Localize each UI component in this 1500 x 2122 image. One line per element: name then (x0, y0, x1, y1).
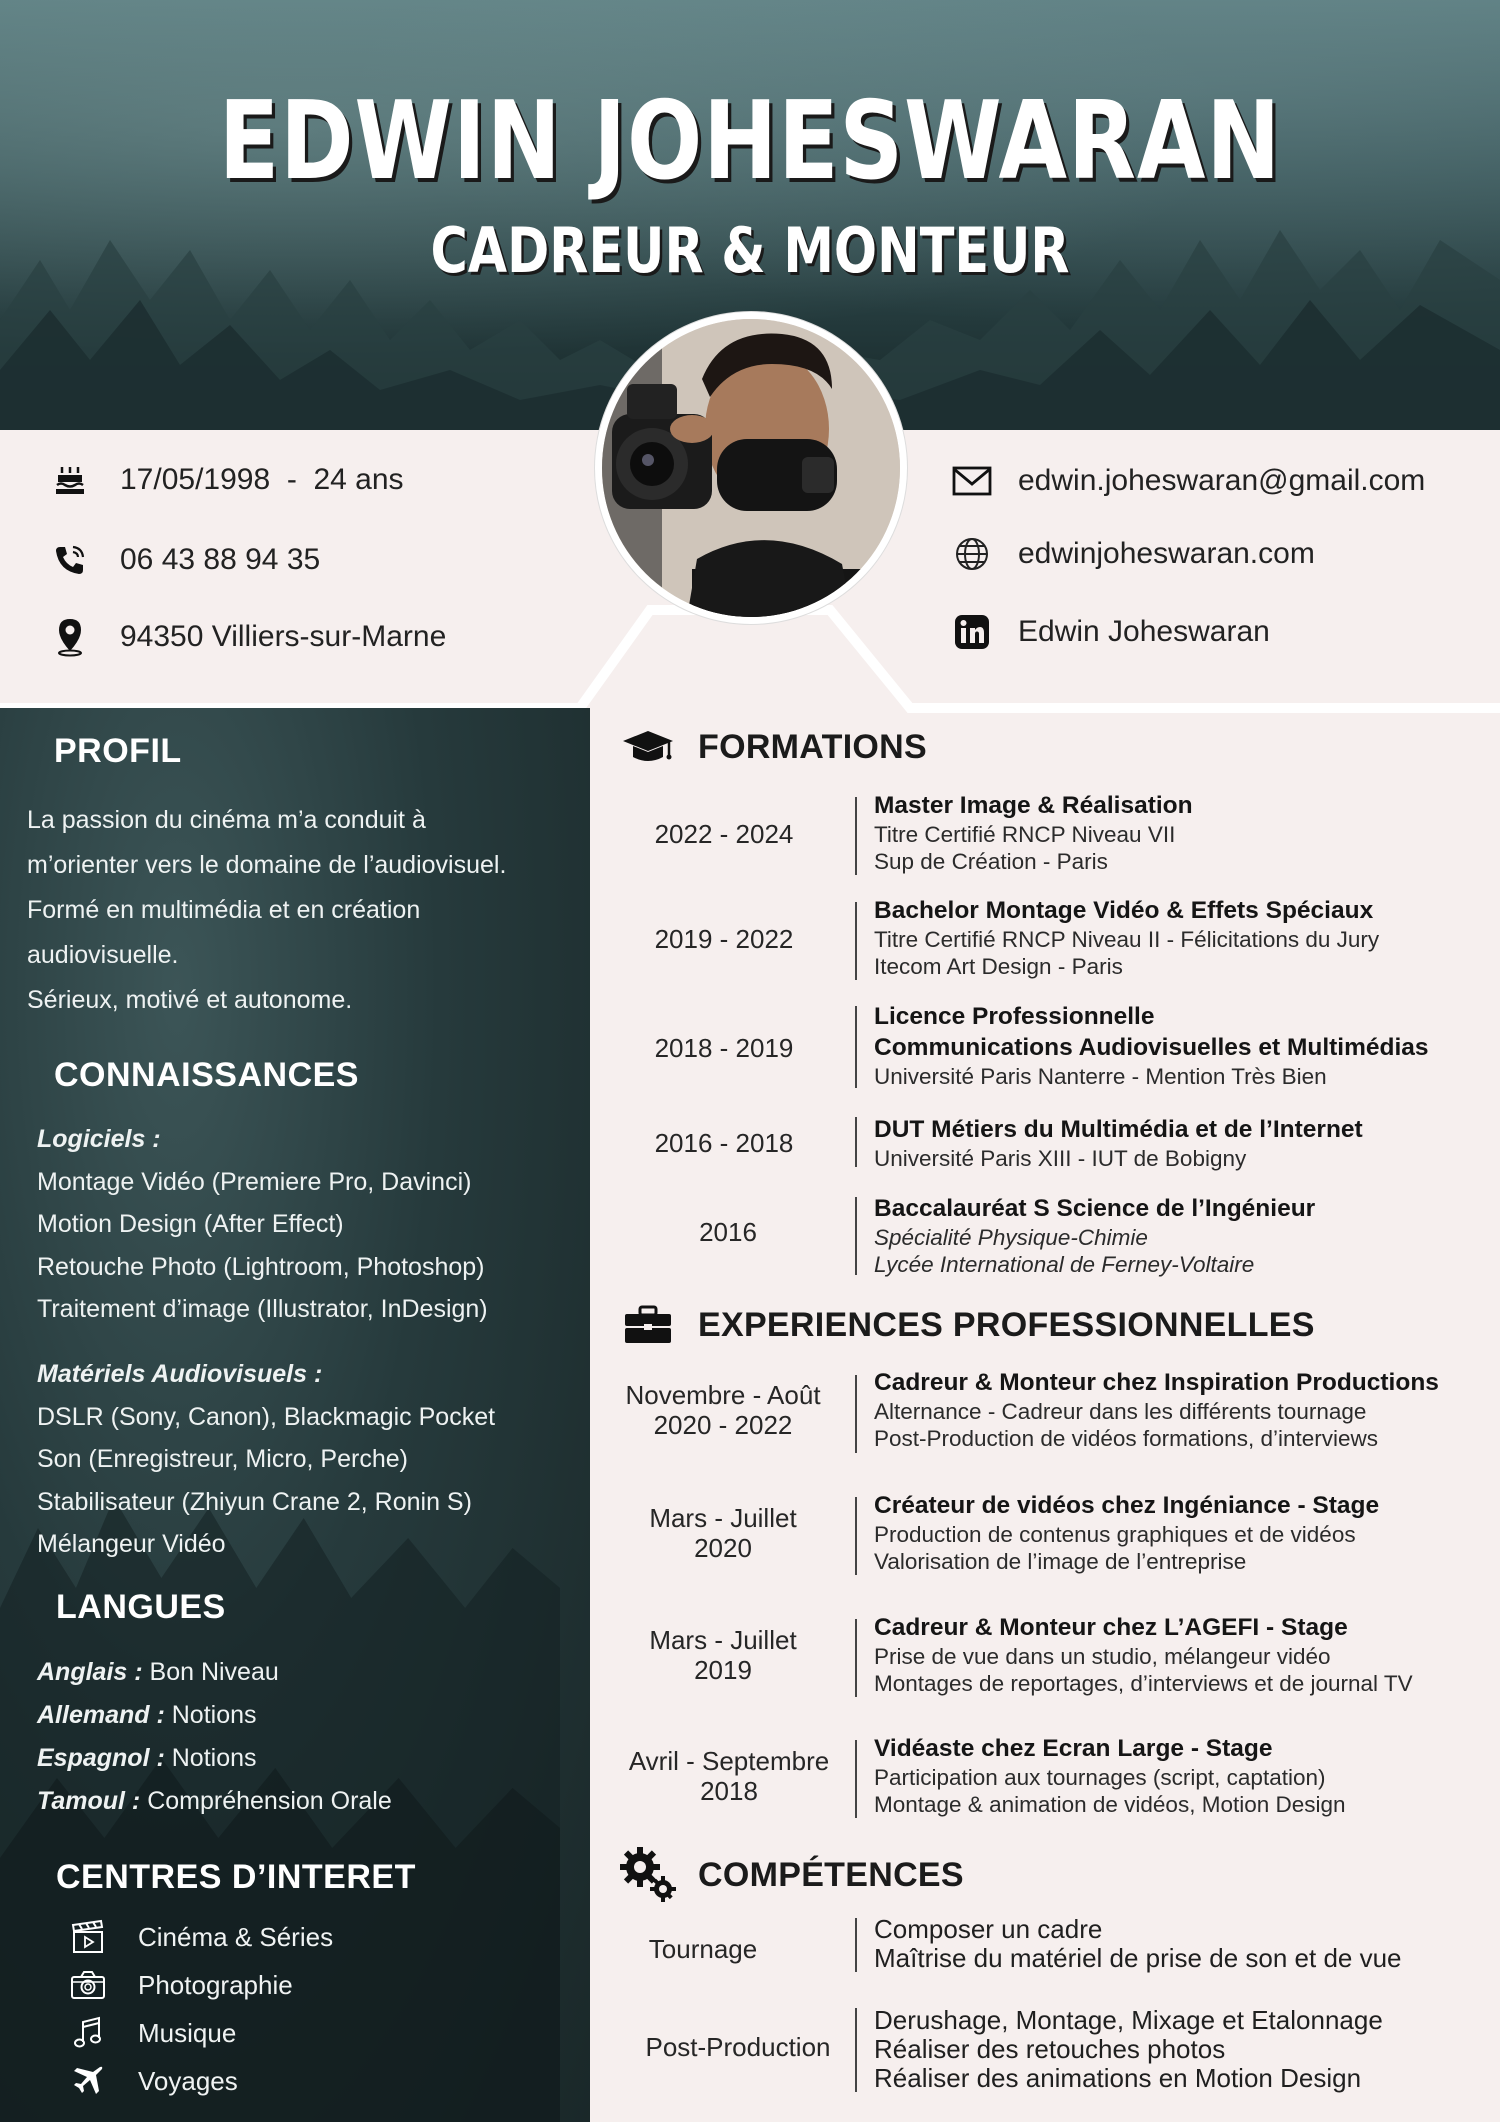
materiel-item: Son (Enregistreur, Micro, Perche) (37, 1445, 408, 1473)
experience-divider (855, 1619, 857, 1697)
logiciels-label: Logiciels : (37, 1125, 161, 1153)
phone-icon (50, 540, 90, 580)
formation-entry: Licence Professionnelle Communications Audiovisuelles et Multimédias Université Paris Nanterre - Mention Très Bien (874, 1003, 1429, 1089)
logiciel-item: Traitement d’image (Illustrator, InDesign) (37, 1295, 488, 1323)
competences-heading (618, 1845, 964, 1905)
competence-divider (855, 2008, 857, 2092)
materiel-item: Stabilisateur (Zhiyun Crane 2, Ronin S) (37, 1487, 472, 1516)
phone-item[interactable] (50, 540, 320, 580)
interet-label: Musique (138, 2017, 237, 2048)
profil-line: Formé en multimédia et en création (27, 896, 421, 924)
formations-title: FORMATIONS (698, 727, 928, 766)
envelope-icon (952, 461, 992, 501)
address-text: 94350 Villiers-sur-Marne (120, 620, 447, 653)
experience-date: Novembre - Août 2020 - 2022 (625, 1380, 821, 1440)
candidate-name: EDWIN JOHESWARAN (218, 79, 1282, 204)
formations-heading (620, 724, 927, 770)
website-text: edwinjoheswaran.com (1018, 537, 1315, 570)
experience-date: Mars - Juillet 2020 (649, 1503, 797, 1563)
formation-entry: Master Image & Réalisation Titre Certifié RNCP Niveau VII Sup de Création - Paris (874, 792, 1193, 874)
langues-list (37, 1651, 392, 1823)
birthdate-text: 17/05/1998 - 24 ans (120, 463, 404, 496)
interet-label: Cinéma & Séries (138, 1921, 334, 1952)
interet-item-cinema (68, 1918, 333, 1956)
materiel-item: DSLR (Sony, Canon), Blackmagic Pocket (37, 1402, 496, 1431)
interet-item-photo (68, 1966, 293, 2004)
linkedin-item[interactable] (952, 612, 1270, 652)
website-item[interactable] (952, 534, 1315, 574)
profil-line: m’orienter vers le domaine de l’audiovisuel. (27, 851, 507, 879)
competence-label: Post-Production (645, 2032, 831, 2062)
camera-icon (68, 1966, 108, 2004)
interet-item-musique (68, 2014, 236, 2052)
formation-entry: Bachelor Montage Vidéo & Effets Spéciaux Titre Certifié RNCP Niveau II - Félicitations du Jury Itecom Art Design - Paris (874, 897, 1380, 979)
profil-text (27, 798, 506, 1023)
profil-line: La passion du cinéma m’a conduit à (27, 806, 426, 834)
profil-line: audiovisuelle. (27, 941, 179, 969)
experience-entry: Cadreur & Monteur chez Inspiration Productions Alternance - Cadreur dans les différents tournage Post-Production de vidéos formations, d’interviews (874, 1369, 1439, 1451)
location-pin-icon (50, 617, 90, 657)
formation-date: 2018 - 2019 (654, 1033, 794, 1063)
langue-item: Anglais : Bon Niveau (37, 1658, 279, 1686)
clapperboard-icon (68, 1918, 108, 1956)
connaissances-materiels (37, 1353, 495, 1566)
experience-date: Avril - Septembre 2018 (628, 1746, 830, 1806)
competence-details: Composer un cadre Maîtrise du matériel de prise de son et de vue (874, 1914, 1402, 1973)
experience-entry: Créateur de vidéos chez Ingéniance - Stage Production de contenus graphiques et de vidéos Valorisation de l’image de l’entreprise (874, 1492, 1380, 1574)
materiels-label: Matériels Audiovisuels : (37, 1360, 323, 1388)
birthday-cake-icon (50, 460, 90, 500)
experiences-heading (620, 1302, 1315, 1348)
experience-divider (855, 1497, 857, 1575)
langue-item: Tamoul : Compréhension Orale (37, 1787, 392, 1815)
logiciel-item: Motion Design (After Effect) (37, 1210, 344, 1238)
gears-icon (618, 1845, 680, 1905)
email-item[interactable] (952, 461, 1425, 501)
competence-details: Derushage, Montage, Mixage et Etalonnage Réaliser des retouches photos Réaliser des animations en Motion Design (874, 2005, 1383, 2093)
langues-heading: LANGUES (56, 1588, 226, 1626)
formation-divider (855, 1006, 857, 1088)
profil-line: Sérieux, motivé et autonome. (27, 986, 353, 1014)
interet-label: Voyages (138, 2065, 238, 2096)
email-text: edwin.joheswaran@gmail.com (1018, 464, 1426, 497)
linkedin-text: Edwin Joheswaran (1018, 615, 1270, 648)
profil-heading: PROFIL (54, 732, 182, 770)
experience-divider (855, 1375, 857, 1453)
connaissances-heading: CONNAISSANCES (54, 1056, 359, 1094)
graduation-cap-icon (620, 724, 676, 770)
phone-text: 06 43 88 94 35 (120, 543, 321, 576)
experiences-title: EXPERIENCES PROFESSIONNELLES (698, 1305, 1315, 1344)
address-item (50, 617, 446, 657)
formation-divider (855, 797, 857, 875)
music-note-icon (68, 2014, 108, 2052)
logiciel-item: Retouche Photo (Lightroom, Photoshop) (37, 1252, 485, 1281)
airplane-icon (68, 2062, 108, 2100)
competence-divider (855, 1918, 857, 1972)
interet-item-voyages (68, 2062, 238, 2100)
formation-date: 2016 (699, 1217, 757, 1247)
linkedin-icon (952, 612, 992, 652)
job-title: CADREUR & MONTEUR (430, 214, 1070, 287)
experience-entry: Cadreur & Monteur chez L’AGEFI - Stage Prise de vue dans un studio, mélangeur vidéo Montages de reportages, d’interviews et de journal TV (874, 1614, 1413, 1696)
formation-date: 2016 - 2018 (654, 1128, 794, 1158)
formation-date: 2022 - 2024 (654, 819, 794, 849)
interet-label: Photographie (138, 1969, 293, 2000)
sidebar (0, 708, 590, 2122)
competences-title: COMPÉTENCES (698, 1855, 964, 1894)
formation-entry: DUT Métiers du Multimédia et de l’Internet Université Paris XIII - IUT de Bobigny (874, 1116, 1363, 1171)
logiciel-item: Montage Vidéo (Premiere Pro, Davinci) (37, 1167, 472, 1196)
experience-entry: Vidéaste chez Ecran Large - Stage Participation aux tournages (script, captation) Montage & animation de vidéos, Motion Design (874, 1735, 1346, 1817)
competence-label: Tournage (648, 1934, 758, 1964)
connaissances-logiciels (37, 1118, 488, 1331)
langue-item: Allemand : Notions (37, 1701, 257, 1729)
formation-divider (855, 1197, 857, 1275)
formation-divider (855, 902, 857, 980)
profile-photo (595, 312, 907, 624)
materiel-item: Mélangeur Vidéo (37, 1530, 226, 1558)
interets-heading: CENTRES D’INTERET (56, 1858, 416, 1896)
experience-date: Mars - Juillet 2019 (649, 1625, 797, 1685)
globe-icon (952, 534, 992, 574)
langue-item: Espagnol : Notions (37, 1744, 257, 1772)
experience-divider (855, 1740, 857, 1818)
formation-entry: Baccalauréat S Science de l’Ingénieur Spécialité Physique-Chimie Lycée International de Ferney-Voltaire (874, 1195, 1316, 1277)
formation-divider (855, 1117, 857, 1167)
formation-date: 2019 - 2022 (654, 924, 794, 954)
briefcase-icon (620, 1302, 676, 1348)
birthdate-item (50, 460, 404, 500)
